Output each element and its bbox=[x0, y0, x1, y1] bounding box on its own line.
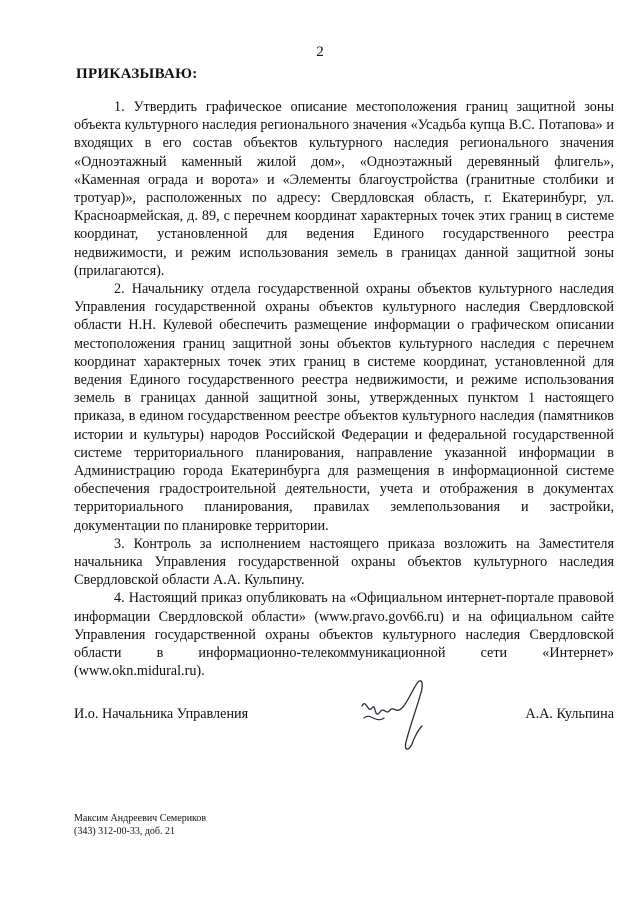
order-heading: ПРИКАЗЫВАЮ: bbox=[76, 66, 198, 82]
executor-info bbox=[74, 812, 206, 838]
order-item-1: 1. Утвердить графическое описание местоположения границ защитной зоны объекта культурного наследия регионального значения «Усадьба купца В.С. Потапова» и входящих в его состав объектов культурного наследия регионального значения «Одноэтажный каменный жилой дом», «Одноэтажный деревянный флигель», «Каменная ограда и ворота» и «Элементы благоустройства (гранитные столбики и тротуар)», расположенных по адресу: Свердловская область, г. Екатеринбург, ул. Красноармейская, д. 89, с перечнем координат характерных точек этих границ в системе координат, установленной для ведения Единого государственного реестра недвижимости, и режим использования земель в границах данной защитной зоны (прилагаются). bbox=[74, 99, 614, 279]
order-item-4: 4. Настоящий приказ опубликовать на «Официальном интернет-портале правовой информации Свердловской области» (www.pravo.gov66.ru) и на официальном сайте Управления государственной охраны объектов культурного наследия Свердловской области в информационно-телекоммуникационной сети «Интернет» (www.okn.midural.ru). bbox=[74, 590, 614, 680]
order-body bbox=[74, 98, 614, 681]
executor-phone: (343) 312-00-33, доб. 21 bbox=[74, 826, 175, 837]
page-number: 2 bbox=[316, 44, 324, 60]
order-item-2: 2. Начальнику отдела государственной охраны объектов культурного наследия Управления государственной охраны объектов культурного наследия Свердловской области Н.Н. Кулевой обеспечить размещение информации о графическом описании местоположения границ защитной зоны объектов культурного наследия с перечнем координат характерных точек этих границ в системе координат, установленной для ведения Единого государственного реестра недвижимости, и режиме использования земель в границах данной защитной зоны, утвержденных пунктом 1 настоящего приказа, в едином государственном реестре объектов культурного наследия (памятников истории и культуры) народов Российской Федерации и федеральной государственной системе территориального планирования, направление указанной информации в Администрацию города Екатеринбурга для размещения в информационной системе обеспечения градостроительной деятельности, учета и отображения в документах территориального планирования, правилах землепользования и застройки, документации по планировке территории. bbox=[74, 281, 614, 534]
executor-name: Максим Андреевич Семериков bbox=[74, 813, 207, 824]
order-item-3: 3. Контроль за исполнением настоящего приказа возложить на Заместителя начальника Управления государственной охраны объектов культурного наследия Свердловской области А.А. Кульпину. bbox=[74, 535, 614, 589]
handwritten-signature bbox=[356, 668, 446, 758]
signatory-title: И.о. Начальника Управления bbox=[74, 706, 249, 722]
signatory-name: А.А. Кульпина bbox=[525, 706, 614, 722]
